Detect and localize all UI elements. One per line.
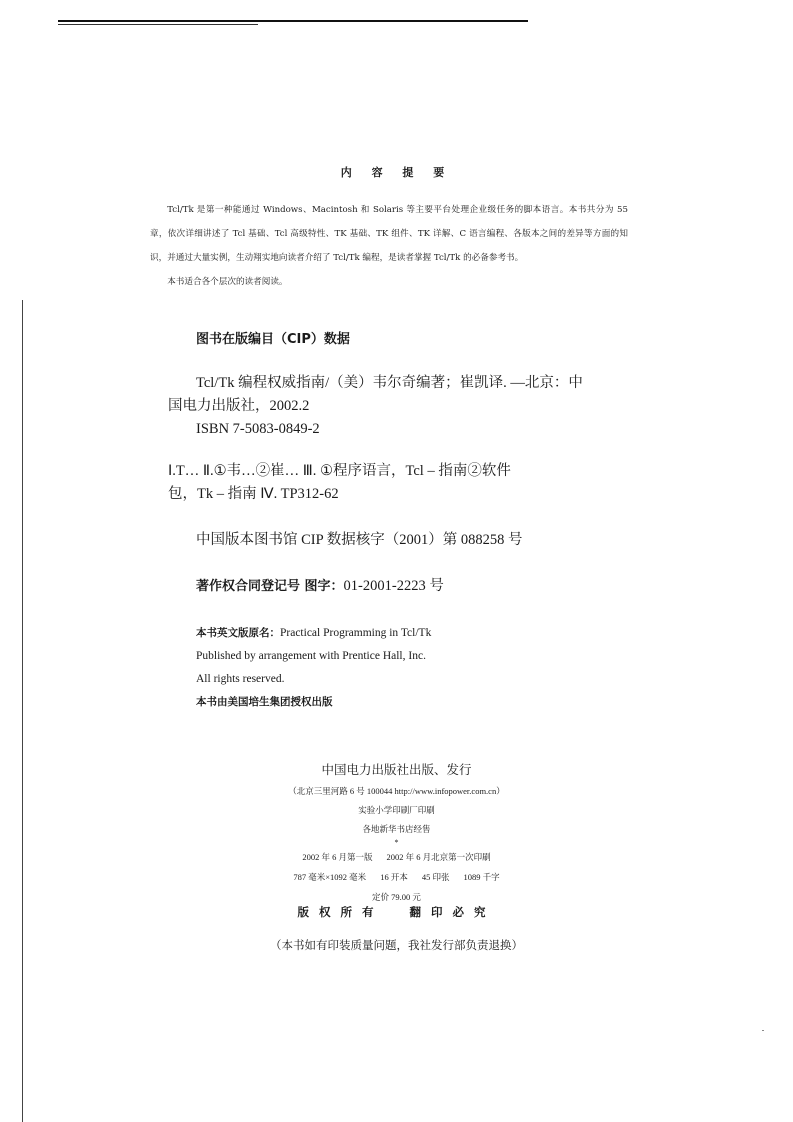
top-border-rule-thin (58, 24, 258, 25)
separator-bullet: * (394, 838, 399, 847)
rights-all-reserved: 版权所有 (297, 905, 384, 919)
registration-label: 著作权合同登记号 图字： (196, 579, 344, 594)
arrangement-note: Published by arrangement with Prentice Hall, Inc. (196, 650, 426, 662)
edition-line (0, 847, 793, 867)
rights-reserved-note: All rights reserved. (196, 673, 285, 685)
rights-line (0, 904, 793, 920)
words-info: 1089 千字 (463, 872, 500, 882)
cip-entry (168, 372, 608, 441)
edition-info: 2002 年 6 月第一版 (302, 852, 373, 862)
original-title-label: 本书英文版原名： (196, 627, 280, 639)
scan-left-edge (22, 300, 23, 1122)
original-edition-section (196, 622, 431, 714)
cip-subject-line-1: Ⅰ.T… Ⅱ.①韦…②崔… Ⅲ. ①程序语言，Tcl – 指南②软件 (168, 463, 511, 479)
summary-section (150, 198, 628, 294)
format-line (0, 867, 793, 887)
top-border-rule (58, 20, 528, 22)
cip-entry-line-1: Tcl/Tk 编程权威指南/（美）韦尔奇编著；崔凯译. —北京：中 (196, 375, 583, 391)
cip-check-number: 中国版本图书馆 CIP 数据核字（2001）第 088258 号 (196, 532, 523, 548)
distributor-line: 各地新华书店经售 (362, 824, 431, 834)
summary-paragraph-2: 本书适合各个层次的读者阅读。 (167, 277, 288, 287)
publisher-address: （北京三里河路 6 号 100044 http://www.infopower.com.cn） (288, 786, 505, 796)
cip-entry-line-2: 国电力出版社，2002.2 (168, 398, 310, 414)
cip-subject-line-2: 包，Tk – 指南 Ⅳ. TP312-62 (168, 486, 339, 502)
scan-speck (762, 1030, 764, 1031)
cip-subjects (168, 460, 608, 506)
rights-no-reprint: 翻印必究 (409, 905, 496, 919)
format-info: 787 毫米×1092 毫米 (293, 872, 367, 882)
price-line: 定价 79.00 元 (372, 892, 421, 902)
authorization-note: 本书由美国培生集团授权出版 (196, 696, 333, 708)
return-policy-note: （本书如有印装质量问题，我社发行部负责退换） (270, 940, 523, 952)
original-title: Practical Programming in Tcl/Tk (280, 627, 432, 639)
sheets-info: 45 印张 (421, 872, 450, 882)
cip-title: 图书在版编目（CIP）数据 (196, 332, 350, 347)
folio-info: 16 开本 (380, 872, 408, 882)
summary-paragraph-1: Tcl/Tk 是第一种能通过 Windows、Macintosh 和 Solaris 等主要平台处理企业级任务的脚本语言。本书共分为 55 章，依次详细讲述了 Tcl 基础、Tcl 高级特性、TK 基础、TK 组件、TK 详解、C 语言编程、各版本之间的差异等方面的知识，并通过大量实例，生动翔实地向读者介绍了 Tcl/Tk 编程，是读者掌握 Tcl/Tk 的必备参考书。 (150, 205, 628, 263)
publisher-line: 中国电力出版社出版、发行 (321, 763, 472, 777)
publisher-section (0, 758, 793, 907)
summary-title: 内 容 提 要 (340, 166, 453, 179)
printing-info: 2002 年 6 月北京第一次印刷 (386, 852, 491, 862)
cip-isbn: ISBN 7-5083-0849-2 (196, 421, 320, 437)
copyright-registration (196, 574, 444, 595)
printer-line: 实验小学印刷厂印刷 (358, 805, 435, 815)
registration-value: 01-2001-2223 号 (343, 578, 444, 594)
